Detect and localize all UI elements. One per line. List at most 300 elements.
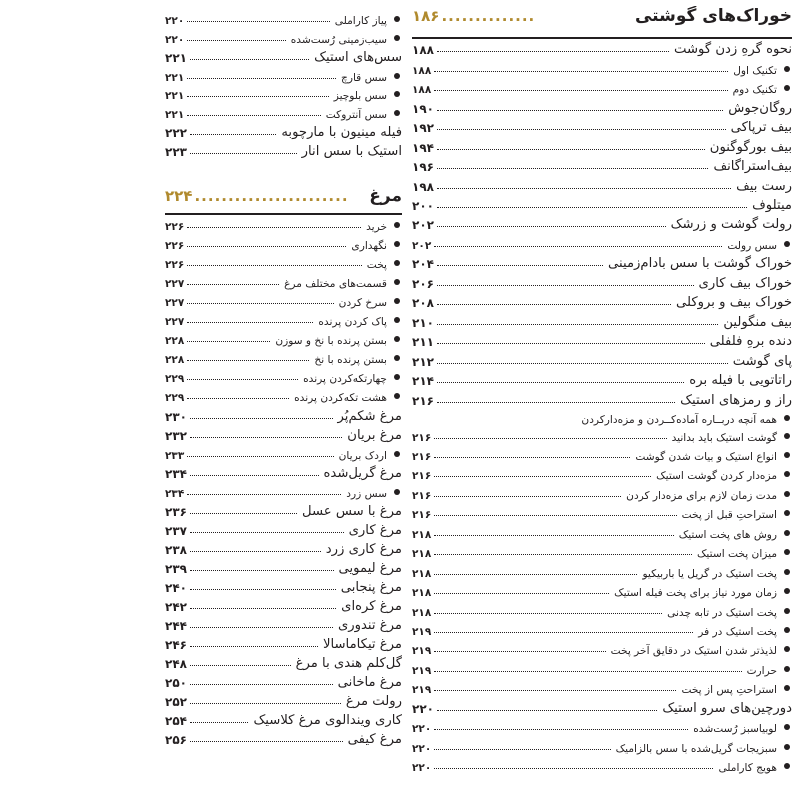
entry-page-number: ۲۱۸ bbox=[412, 528, 432, 541]
entry-label: بیف‌استراگانف bbox=[713, 159, 792, 175]
entry-page-number: ۲۲۲ bbox=[165, 126, 187, 141]
entry-label: روگان‌جوش bbox=[728, 100, 792, 116]
leader-dots bbox=[434, 553, 692, 555]
entry-page-number: ۲۱۶ bbox=[412, 450, 432, 463]
leader-dots bbox=[437, 381, 684, 383]
leader-dots bbox=[437, 50, 669, 52]
entry-page-number: ۱۹۶ bbox=[412, 160, 434, 175]
section-header bbox=[412, 6, 792, 36]
leader-dots bbox=[190, 588, 336, 590]
leader-dots bbox=[187, 493, 341, 495]
bullet-icon bbox=[394, 317, 400, 323]
leader-dots bbox=[187, 378, 298, 380]
leader-dots bbox=[187, 95, 328, 97]
toc-subentry[interactable] bbox=[412, 482, 792, 501]
entry-label: مرغ بریان bbox=[347, 427, 402, 443]
bullet-icon bbox=[784, 724, 790, 730]
toc-entry[interactable] bbox=[165, 500, 402, 519]
bullet-icon bbox=[784, 627, 790, 633]
entry-page-number: ۱۸۸ bbox=[412, 84, 432, 97]
toc-subentry[interactable] bbox=[165, 84, 402, 103]
bullet-icon bbox=[784, 491, 790, 497]
leader-dots bbox=[190, 58, 309, 60]
entry-page-number: ۲۲۹ bbox=[165, 373, 185, 386]
leader-dots bbox=[437, 167, 708, 169]
bullet-icon bbox=[784, 744, 790, 750]
toc-entry[interactable] bbox=[165, 405, 402, 424]
entry-page-number: ۲۲۰ bbox=[412, 723, 432, 736]
entry-page-number: ۲۲۶ bbox=[165, 240, 185, 253]
entry-label: مرغ تیکاماسالا bbox=[322, 637, 402, 653]
entry-page-number: ۲۱۹ bbox=[412, 684, 432, 697]
leader-dots bbox=[434, 514, 676, 516]
entry-page-number: ۲۳۷ bbox=[165, 523, 187, 538]
entry-label: نحوه گرهِ زدن گوشت bbox=[674, 42, 792, 58]
toc-entry[interactable] bbox=[165, 576, 402, 595]
leader-dots bbox=[434, 534, 674, 536]
toc-entry[interactable] bbox=[165, 519, 402, 538]
entry-page-number: ۲۰۸ bbox=[412, 296, 434, 311]
entry-label: همه آنچه دربــاره آماده‌کــردن و مزه‌دارکردن bbox=[581, 413, 777, 426]
entry-label: مرغ کره‌ای bbox=[341, 599, 402, 615]
entry-page-number: ۱۹۸ bbox=[412, 179, 434, 194]
toc-subentry[interactable] bbox=[165, 252, 402, 271]
bullet-icon bbox=[784, 646, 790, 652]
bullet-icon bbox=[784, 85, 790, 91]
entry-label: بستن پرنده با نخ و سوزن bbox=[275, 335, 387, 348]
entry-page-number: ۲۱۶ bbox=[412, 393, 434, 408]
leader-dots bbox=[434, 475, 651, 477]
bullet-icon bbox=[394, 298, 400, 304]
toc-subentry[interactable] bbox=[412, 716, 792, 735]
entry-label: سس‌های استیک bbox=[314, 49, 402, 65]
entry-page-number: ۲۲۱ bbox=[165, 109, 185, 122]
leader-dots bbox=[437, 401, 675, 403]
toc-subentry[interactable] bbox=[165, 214, 402, 233]
entry-label: مرغ کاری زرد bbox=[325, 541, 402, 557]
entry-page-number: ۱۹۴ bbox=[412, 140, 434, 155]
entry-label: تکنیک دوم bbox=[732, 84, 777, 97]
entry-label: میتلوف bbox=[752, 198, 792, 214]
toc-entry[interactable] bbox=[165, 121, 402, 140]
leader-dots bbox=[190, 417, 333, 419]
section-leader-dots: .............. bbox=[441, 7, 536, 25]
entry-page-number: ۲۲۱ bbox=[165, 90, 185, 103]
bullet-icon bbox=[394, 260, 400, 266]
entry-label: سس قارچ bbox=[341, 71, 387, 84]
leader-dots bbox=[187, 226, 361, 228]
entry-page-number: ۲۲۸ bbox=[165, 354, 185, 367]
entry-page-number: ۲۳۸ bbox=[165, 542, 187, 557]
entry-label: قسمت‌های مختلف مرغ bbox=[284, 278, 387, 291]
toc-subentry[interactable] bbox=[412, 658, 792, 677]
leader-dots bbox=[187, 20, 330, 22]
toc-entry[interactable] bbox=[165, 140, 402, 159]
toc-subentry[interactable] bbox=[412, 599, 792, 618]
entry-label: پیاز کاراملی bbox=[334, 14, 387, 27]
leader-dots bbox=[187, 245, 346, 247]
entry-page-number: ۲۴۲ bbox=[165, 600, 187, 615]
entry-label: لذیذتر شدن استیک در دقایق آخر پخت bbox=[610, 645, 777, 658]
entry-page-number: ۲۵۰ bbox=[165, 676, 187, 691]
leader-dots bbox=[437, 264, 603, 266]
entry-label: چهارتکه‌کردن پرنده bbox=[303, 373, 387, 386]
toc-entry[interactable] bbox=[165, 690, 402, 709]
entry-label: مرغ گریل‌شده bbox=[323, 465, 402, 481]
leader-dots bbox=[187, 114, 321, 116]
toc-subentry[interactable] bbox=[412, 735, 792, 754]
leader-dots bbox=[187, 283, 279, 285]
entry-label: خوراک بیف و بروکلی bbox=[676, 295, 792, 311]
toc-subentry[interactable] bbox=[165, 290, 402, 309]
toc-entry[interactable] bbox=[165, 462, 402, 481]
entry-page-number: ۲۵۲ bbox=[165, 695, 187, 710]
leader-dots bbox=[190, 626, 333, 628]
bullet-icon bbox=[394, 393, 400, 399]
entry-label: بستن پرنده با نخ bbox=[314, 354, 387, 367]
entry-label: میزان پخت استیک bbox=[696, 548, 777, 561]
entry-page-number: ۲۱۶ bbox=[412, 489, 432, 502]
entry-page-number: ۲۰۴ bbox=[412, 257, 434, 272]
entry-page-number: ۲۲۰ bbox=[165, 33, 185, 46]
toc-subentry[interactable] bbox=[165, 8, 402, 27]
leader-dots bbox=[190, 683, 333, 685]
toc-subentry[interactable] bbox=[165, 443, 402, 462]
entry-label: خرید bbox=[366, 221, 387, 234]
leader-dots bbox=[437, 303, 671, 305]
leader-dots bbox=[190, 664, 291, 666]
entry-page-number: ۲۳۹ bbox=[165, 561, 187, 576]
section-page-number: ۱۸۶ bbox=[412, 7, 440, 25]
entry-label: رست بیف bbox=[736, 178, 792, 194]
bullet-icon bbox=[784, 608, 790, 614]
entry-label: مرغ با سس عسل bbox=[302, 503, 402, 519]
leader-dots bbox=[434, 748, 610, 750]
entry-page-number: ۲۰۶ bbox=[412, 276, 434, 291]
toc-entry[interactable] bbox=[165, 595, 402, 614]
toc-subentry[interactable] bbox=[165, 27, 402, 46]
entry-page-number: ۲۱۱ bbox=[412, 335, 434, 350]
entry-page-number: ۲۳۲ bbox=[165, 428, 187, 443]
bullet-icon bbox=[394, 355, 400, 361]
toc-entry[interactable] bbox=[165, 557, 402, 576]
leader-dots bbox=[187, 321, 313, 323]
leader-dots bbox=[434, 456, 630, 458]
toc-entry[interactable] bbox=[412, 213, 792, 232]
leader-dots bbox=[434, 631, 693, 633]
entry-label: گوشت استیک باید بدانید bbox=[671, 431, 777, 444]
entry-page-number: ۲۳۰ bbox=[165, 409, 187, 424]
entry-label: مرغ ماخانی bbox=[337, 675, 402, 691]
bullet-icon bbox=[784, 763, 790, 769]
entry-page-number: ۲۲۹ bbox=[165, 392, 185, 405]
toc-subentry[interactable] bbox=[412, 619, 792, 638]
leader-dots bbox=[437, 148, 705, 150]
entry-page-number: ۲۱۹ bbox=[412, 626, 432, 639]
leader-dots bbox=[437, 206, 747, 208]
entry-page-number: ۲۲۰ bbox=[412, 762, 432, 775]
toc-entry[interactable] bbox=[165, 633, 402, 652]
toc-entry[interactable] bbox=[412, 349, 792, 368]
toc-entry[interactable] bbox=[412, 252, 792, 271]
entry-page-number: ۲۲۸ bbox=[165, 335, 185, 348]
leader-dots bbox=[190, 740, 343, 742]
toc-subentry[interactable] bbox=[165, 366, 402, 385]
entry-page-number: ۲۲۱ bbox=[165, 71, 185, 84]
leader-dots bbox=[187, 39, 286, 41]
leader-dots bbox=[187, 340, 270, 342]
bullet-icon bbox=[394, 35, 400, 41]
bullet-icon bbox=[784, 471, 790, 477]
entry-label: مزه‌دار کردن گوشت استیک bbox=[656, 470, 777, 483]
entry-page-number: ۲۳۴ bbox=[165, 466, 187, 481]
toc-subentry[interactable] bbox=[165, 385, 402, 404]
entry-page-number: ۲۱۲ bbox=[412, 354, 434, 369]
bullet-icon bbox=[394, 110, 400, 116]
entry-page-number: ۲۲۳ bbox=[165, 145, 187, 160]
entry-label: راتاتویی با فیله بره bbox=[689, 373, 792, 389]
toc-subentry[interactable] bbox=[412, 560, 792, 579]
entry-label: هشت تکه‌کردن پرنده bbox=[294, 392, 387, 405]
toc-subentry[interactable] bbox=[412, 541, 792, 560]
toc-entry[interactable] bbox=[165, 671, 402, 690]
entry-label: پخت استیک در فر bbox=[698, 626, 777, 639]
bullet-icon bbox=[784, 569, 790, 575]
leader-dots bbox=[437, 187, 731, 189]
leader-dots bbox=[190, 133, 276, 135]
toc-subentry[interactable] bbox=[165, 65, 402, 84]
leader-dots bbox=[434, 612, 662, 614]
toc-subentry[interactable] bbox=[165, 233, 402, 252]
toc-subentry[interactable] bbox=[165, 309, 402, 328]
leader-dots bbox=[190, 721, 249, 723]
toc-entry[interactable] bbox=[412, 291, 792, 310]
leader-dots bbox=[187, 397, 289, 399]
toc-subentry[interactable] bbox=[412, 638, 792, 657]
toc-subentry-first-line[interactable] bbox=[412, 408, 792, 426]
bullet-icon bbox=[784, 241, 790, 247]
bullet-icon bbox=[394, 241, 400, 247]
entry-page-number: ۲۲۰ bbox=[412, 701, 434, 716]
toc-subentry[interactable] bbox=[412, 444, 792, 463]
toc-entry[interactable] bbox=[412, 330, 792, 349]
entry-page-number: ۲۴۴ bbox=[165, 619, 187, 634]
entry-label: انواع استیک و بیات شدن گوشت bbox=[635, 450, 777, 463]
toc-entry[interactable] bbox=[412, 155, 792, 174]
toc-subentry[interactable] bbox=[412, 463, 792, 482]
entry-page-number: ۲۲۰ bbox=[165, 14, 185, 27]
entry-label: پخت استیک در گریل یا باربیکیو bbox=[642, 567, 777, 580]
entry-page-number: ۲۱۹ bbox=[412, 645, 432, 658]
toc-subentry[interactable] bbox=[412, 677, 792, 696]
toc-entry[interactable] bbox=[165, 652, 402, 671]
toc-entry[interactable] bbox=[412, 696, 792, 715]
leader-dots bbox=[434, 437, 666, 439]
entry-label: سرخ کردن bbox=[338, 297, 387, 310]
leader-dots bbox=[187, 77, 336, 79]
bullet-icon bbox=[784, 66, 790, 72]
entry-page-number: ۲۲۷ bbox=[165, 297, 185, 310]
bullet-icon bbox=[784, 452, 790, 458]
bullet-icon bbox=[394, 73, 400, 79]
entry-page-number: ۲۱۹ bbox=[412, 664, 432, 677]
toc-entry[interactable] bbox=[412, 116, 792, 135]
leader-dots bbox=[190, 531, 344, 533]
entry-label: کاری ویندالوی مرغ کلاسیک bbox=[253, 713, 402, 729]
leader-dots bbox=[437, 284, 694, 286]
leader-dots bbox=[434, 592, 609, 594]
entry-page-number: ۲۱۸ bbox=[412, 606, 432, 619]
entry-page-number: ۱۸۸ bbox=[412, 43, 434, 58]
bullet-icon bbox=[394, 489, 400, 495]
leader-dots bbox=[434, 573, 637, 575]
entry-label: سیب‌زمینی رُست‌شده bbox=[290, 33, 387, 46]
entry-label: مرغ کاری bbox=[348, 522, 402, 538]
entry-page-number: ۲۵۴ bbox=[165, 714, 187, 729]
leader-dots bbox=[437, 709, 657, 711]
bullet-icon bbox=[394, 279, 400, 285]
entry-page-number: ۲۱۰ bbox=[412, 315, 434, 330]
leader-dots bbox=[437, 225, 666, 227]
leader-dots bbox=[190, 512, 297, 514]
toc-entry[interactable] bbox=[412, 194, 792, 213]
entry-label: مرغ پنجابی bbox=[340, 579, 402, 595]
entry-label: پاک کردن پرنده bbox=[318, 316, 387, 329]
entry-label: استیک با سس انار bbox=[301, 144, 402, 160]
entry-label: رولت مرغ bbox=[345, 694, 402, 710]
entry-label: روش های پخت استیک bbox=[678, 528, 777, 541]
toc-subentry[interactable] bbox=[165, 481, 402, 500]
bullet-icon bbox=[394, 91, 400, 97]
leader-dots bbox=[190, 569, 334, 571]
toc-subentry[interactable] bbox=[412, 233, 792, 252]
entry-label: حرارت bbox=[746, 664, 777, 677]
entry-label: بیف ترپاکی bbox=[730, 120, 792, 136]
leader-dots bbox=[190, 436, 342, 438]
entry-label: سس آنتروکت bbox=[325, 109, 387, 122]
entry-page-number: ۲۵۶ bbox=[165, 733, 187, 748]
entry-page-number: ۲۱۶ bbox=[412, 509, 432, 522]
entry-page-number: ۲۰۲ bbox=[412, 218, 434, 233]
entry-label: خوراک گوشت با سس بادام‌زمینی bbox=[608, 256, 792, 272]
entry-page-number: ۲۲۷ bbox=[165, 278, 185, 291]
entry-label: گل‌کلم هندی با مرغ bbox=[295, 656, 402, 672]
leader-dots bbox=[190, 474, 319, 476]
entry-label: خوراک بیف کاری bbox=[698, 275, 792, 291]
toc-entry[interactable] bbox=[165, 614, 402, 633]
leader-dots bbox=[434, 689, 676, 691]
entry-page-number: ۱۹۲ bbox=[412, 121, 434, 136]
toc-subentry[interactable] bbox=[412, 521, 792, 540]
entry-label: سبزیجات گریل‌شده با سس بالزامیک bbox=[615, 742, 777, 755]
entry-label: استراحتِ قبل از پخت bbox=[681, 509, 777, 522]
bullet-icon bbox=[394, 16, 400, 22]
leader-dots bbox=[434, 245, 722, 247]
entry-page-number: ۲۴۸ bbox=[165, 657, 187, 672]
entry-label: فیله مینیون با مارچوبه bbox=[281, 125, 402, 141]
entry-page-number: ۱۹۰ bbox=[412, 101, 434, 116]
toc-entry[interactable] bbox=[412, 38, 792, 57]
entry-label: دورچین‌های سرو استیک bbox=[662, 700, 792, 716]
toc-entry[interactable] bbox=[412, 388, 792, 407]
bullet-icon bbox=[394, 374, 400, 380]
entry-label: پخت bbox=[366, 259, 387, 272]
toc-subentry[interactable] bbox=[165, 347, 402, 366]
entry-label: بیف بورگوگنون bbox=[709, 139, 792, 155]
entry-page-number: ۱۸۸ bbox=[412, 64, 432, 77]
leader-dots bbox=[187, 264, 362, 266]
toc-subentry[interactable] bbox=[412, 502, 792, 521]
section-header bbox=[165, 186, 402, 216]
leader-dots bbox=[437, 109, 723, 111]
bullet-icon bbox=[784, 666, 790, 672]
leader-dots bbox=[434, 767, 713, 769]
toc-subentry[interactable] bbox=[165, 103, 402, 122]
entry-label: مدت زمان لازم برای مزه‌دار کردن bbox=[626, 489, 777, 502]
entry-page-number: ۲۳۳ bbox=[165, 449, 185, 462]
bullet-icon bbox=[784, 588, 790, 594]
toc-entry[interactable] bbox=[412, 369, 792, 388]
section-leader-dots: ....................... bbox=[194, 187, 349, 205]
toc-subentry[interactable] bbox=[412, 426, 792, 444]
entry-page-number: ۲۲۰ bbox=[412, 742, 432, 755]
entry-page-number: ۲۱۸ bbox=[412, 567, 432, 580]
entry-page-number: ۲۴۰ bbox=[165, 580, 187, 595]
leader-dots bbox=[190, 645, 318, 647]
toc-entry[interactable] bbox=[165, 424, 402, 443]
toc-entry[interactable] bbox=[165, 728, 402, 747]
entry-label: زمان مورد نیاز برای پخت فیله استیک bbox=[614, 587, 777, 600]
toc-entry[interactable] bbox=[412, 271, 792, 290]
entry-page-number: ۲۲۶ bbox=[165, 221, 185, 234]
leader-dots bbox=[434, 89, 727, 91]
toc-entry[interactable] bbox=[412, 174, 792, 193]
bullet-icon bbox=[394, 336, 400, 342]
toc-subentry[interactable] bbox=[412, 580, 792, 599]
entry-label: راز و رمزهای استیک bbox=[680, 392, 792, 408]
leader-dots bbox=[437, 342, 705, 344]
toc-entry[interactable] bbox=[165, 709, 402, 728]
entry-page-number: ۲۳۴ bbox=[165, 487, 185, 500]
toc-subentry[interactable] bbox=[165, 328, 402, 347]
entry-page-number: ۲۱۸ bbox=[412, 548, 432, 561]
toc-entry[interactable] bbox=[412, 135, 792, 154]
toc-entry[interactable] bbox=[165, 46, 402, 65]
bullet-icon bbox=[394, 451, 400, 457]
entry-label: هویج کاراملی bbox=[718, 762, 777, 775]
entry-label: پای گوشت bbox=[732, 353, 792, 369]
leader-dots bbox=[437, 323, 718, 325]
bullet-icon bbox=[784, 530, 790, 536]
entry-label: مرغ شکم‌پُر bbox=[337, 408, 402, 424]
toc-entry[interactable] bbox=[412, 310, 792, 329]
entry-label: استراحتِ پس از پخت bbox=[681, 684, 777, 697]
toc-entry[interactable] bbox=[412, 96, 792, 115]
toc-subentry[interactable] bbox=[412, 77, 792, 96]
toc-subentry[interactable] bbox=[412, 57, 792, 76]
bullet-icon bbox=[784, 415, 790, 421]
entry-page-number: ۲۰۰ bbox=[412, 199, 434, 214]
toc-subentry[interactable] bbox=[412, 755, 792, 774]
entry-label: سس رولت bbox=[727, 239, 777, 252]
leader-dots bbox=[187, 455, 333, 457]
entry-page-number: ۲۱۶ bbox=[412, 431, 432, 444]
toc-entry[interactable] bbox=[165, 538, 402, 557]
toc-subentry[interactable] bbox=[165, 271, 402, 290]
entry-label: پخت استیک در تابه چدنی bbox=[667, 606, 777, 619]
section-page-number: ۲۲۴ bbox=[165, 187, 193, 205]
entry-label: مرغ تندوری bbox=[337, 618, 402, 634]
